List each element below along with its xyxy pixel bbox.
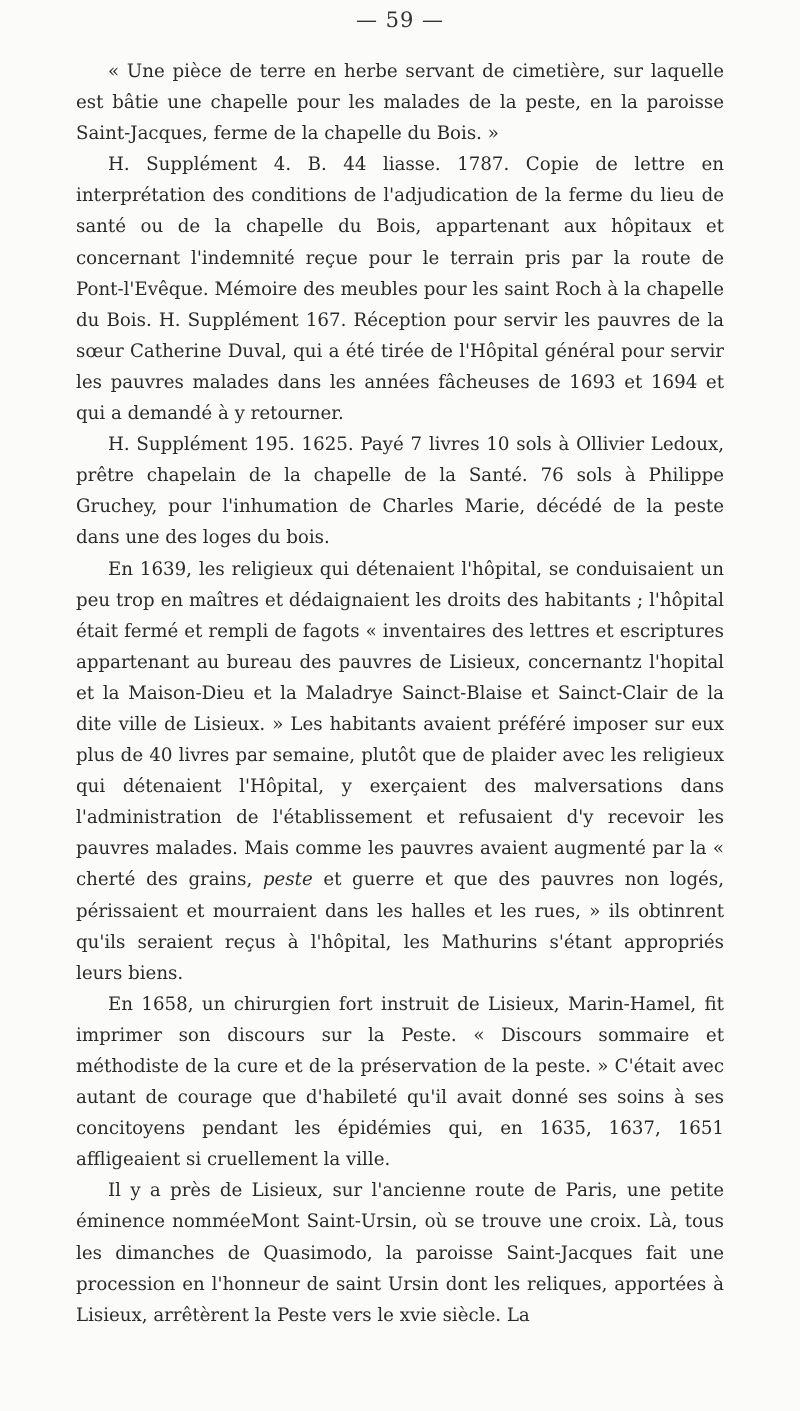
paragraph-cemetery-quote: « Une pièce de terre en herbe servant de cimetière, sur laquelle est bâtie une chapelle pour les malades de la peste, en la paroisse Saint-Jacques, ferme de la chapelle du Bois. » — [76, 61, 724, 145]
paragraph-mont-saint-ursin: Il y a près de Lisieux, sur l'ancienne route de Paris, une petite éminence nomméeMont Saint-Ursin, où se trouve une croix. Là, tous les dimanches de Quasimodo, la paroisse Saint-Jacques fait une procession en l'honneur de saint Ursin dont les reliques, apportées à Lisieux, arrêtèrent la Peste vers le xvie siècle. La — [76, 1180, 724, 1326]
italic-peste: peste — [262, 869, 313, 891]
paragraph-1658-surgeon: En 1658, un chirurgien fort instruit de Lisieux, Marin-Hamel, fit imprimer son discours sur la Peste. « Discours sommaire et méthodiste de la cure et de la préservation de la peste. » C'était avec autant de courage que d'habileté qu'il avait donné ses soins à ses concitoyens pendant les épidémies qui, en 1635, 1637, 1651 affligeaient si cruellement la ville. — [76, 993, 724, 1171]
page-number: — 59 — — [355, 8, 445, 32]
body-text — [76, 56, 724, 1331]
paragraph-1639-tail: et guerre et que des pauvres non logés, périssaient et mourraient dans les halles et les rues, » ils obtinrent qu'ils seraient reçus à l'hôpital, les Mathurins s'étant appropriés leurs biens. — [76, 869, 725, 984]
paragraph-supplement-4: H. Supplément 4. B. 44 liasse. 1787. Copie de lettre en interprétation des conditions de l'adjudication de la ferme du lieu de santé ou de la chapelle du Bois, appartenant aux hôpitaux et concernant l'indemnité reçue pour le terrain pris par la route de Pont-l'Evêque. Mémoire des meubles pour les saint Roch à la chapelle du Bois. H. Supplément 167. Réception pour servir les pauvres de la sœur Catherine Duval, qui a été tirée de l'Hôpital général pour servir les pauvres malades dans les années fâcheuses de 1693 et 1694 et qui a demandé à y retourner. — [76, 154, 724, 425]
paragraph-1639-religious — [76, 554, 724, 989]
paragraph-1639-text: En 1639, les religieux qui détenaient l'hôpital, se conduisaient un peu trop en maîtres et dédaignaient les droits des habitants ; l'hôpital était fermé et rempli de fagots « inventaires des lettres et escriptures appartenant au bureau des pauvres de Lisieux, concernantz l'hopital et la Maison-Dieu et la Maladrye Sainct-Blaise et Sainct-Clair de la dite ville de Lisieux. » Les habitants avaient préféré imposer sur eux plus de 40 livres par semaine, plutôt que de plaider avec les religieux qui détenaient l'Hôpital, y exerçaient des malversations dans l'administration de l'établissement et refusaient d'y recevoir les pauvres malades. Mais comme les pauvres avaient augmenté par la « cherté des grains, — [76, 558, 724, 891]
paragraph-supplement-195: H. Supplément 195. 1625. Payé 7 livres 10 sols à Ollivier Ledoux, prêtre chapelain de la chapelle de la Santé. 76 sols à Philippe Gruchey, pour l'inhumation de Charles Marie, décédé de la peste dans une des loges du bois. — [76, 434, 724, 549]
